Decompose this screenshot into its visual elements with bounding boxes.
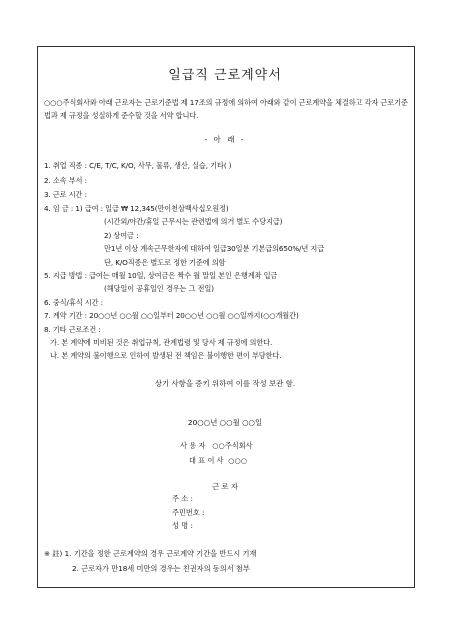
item-payment-method: 5. 지급 방법 : 급여는 매월 10일, 상여금은 짝수 월 말일 본인 은행계좌 입금 [44, 271, 278, 280]
item-break-time: 6. 중식/휴식 시간 : [44, 298, 103, 307]
employer-row [180, 441, 253, 451]
employee-heading: 근 로 자 [211, 482, 239, 491]
employer-name: ○○주식회사 [212, 441, 253, 450]
employee-address-field: 주 소 : [172, 494, 193, 503]
representative-label: 대 표 이 사 [189, 456, 224, 465]
item-condition-b: 나. 본 계약의 불이행으로 인하여 발생된 전 책임은 불이행한 편이 부담한다. [50, 351, 282, 360]
employee-id-field: 주민번호 : [172, 508, 205, 517]
item-bonus-exception: 단, K/O직종은 별도로 정한 기준에 의함 [104, 258, 226, 267]
item-other-conditions: 8. 기타 근로조건 : [44, 325, 101, 334]
employee-name-field: 성 명 : [172, 521, 193, 530]
item-payment-note: (해당일이 공휴일인 경우는 그 전일) [104, 284, 214, 293]
note-2: 2. 근로자가 만18세 미만의 경우는 친권자의 동의서 첨부 [72, 564, 250, 573]
intro-paragraph: ○○○주식회사와 아래 근로자는 근로기준법 제 17조의 규정에 의하여 아래와 같이 근로계약을 체결하고 각자 근로기준법과 제 규정을 성실하게 준수할 것을 서약 합니다. [44, 98, 408, 120]
item-bonus-detail: 만1년 이상 계속근무한자에 대하여 일급30일분 기본급의650%/년 지급 [104, 244, 325, 253]
item-work-hours: 3. 근로 시간 : [44, 190, 87, 199]
representative-name: ○○○ [228, 456, 248, 465]
section-mark: - 아 래 - [204, 135, 246, 144]
document-title: 일급직 근로계약서 [168, 68, 282, 83]
item-job-type: 1. 취업 직종 : C/E, T/C, K/O, 사무, 물류, 생산, 실습, 기타( ) [44, 161, 232, 170]
item-contract-period: 7. 계약 기간 : 20○○년 ○○월 ○○일부터 20○○년 ○○월 ○○일까지(○○개월간) [44, 311, 299, 320]
item-department: 2. 소속 부서 : [44, 176, 87, 185]
item-condition-a: 가. 본 계약에 미비된 것은 취업규칙, 관계법령 및 당사 제 규정에 의한다. [50, 338, 273, 347]
representative-row [189, 456, 247, 466]
employer-label: 사 용 자 [180, 441, 206, 450]
contract-date: 20○○년 ○○월 ○○일 [187, 418, 263, 427]
closing-statement: 상기 사항을 증키 위하여 이를 작성 보관 함. [154, 379, 296, 388]
item-bonus: 2) 상여금 : [104, 231, 139, 240]
note-1: 1. 기간을 정한 근로계약의 경우 근로계약 기간을 반드시 기재 [64, 549, 257, 558]
item-wage: 4. 임 금 : 1) 급여 : 일급 ₩ 12,345(만이천삼백사십오원정) [44, 204, 229, 213]
notes-row-1 [44, 549, 256, 559]
item-wage-note: (시간외/야간/휴일 근무시는 관련법에 의거 별도 수당지급) [104, 217, 283, 226]
notes-prefix: ※ 註) [44, 549, 63, 558]
